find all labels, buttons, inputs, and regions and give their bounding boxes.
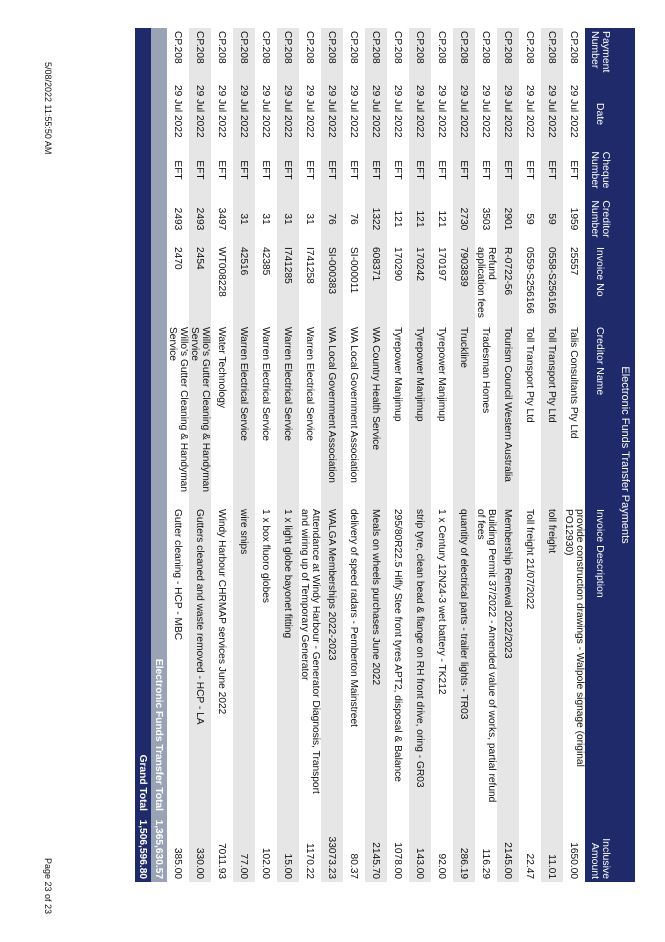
cell-cheque-number: EFT [365,146,387,194]
header-creditor-name: Creditor Name [585,324,615,506]
cell-payment-number: CP.208 [304,31,316,64]
cell-date: 29 Jul 2022 [189,82,211,146]
grand-total-amount: 1,506,596.80 [135,814,151,882]
cell-inclusive-amount: 143.00 [409,814,431,882]
table-row [189,28,211,882]
cell-cheque-number: EFT [172,160,184,180]
cell-creditor-number: 31 [233,194,255,244]
cell-payment-number: CP.208 [348,31,360,64]
cell-cheque-number: EFT [436,160,448,180]
cell-date: 29 Jul 2022 [277,82,299,146]
print-timestamp: 5/08/2022 11:55:50 AM [43,62,53,155]
cell-invoice-description: Gutters cleaned and waste removed - HCP - LA [189,506,211,814]
cell-creditor-name: WA Local Government Association [321,324,343,506]
cell-payment-number: CP.208 [233,28,255,82]
cell-inclusive-amount: 116.29 [480,848,492,880]
cell-date: 29 Jul 2022 [365,82,387,146]
cell-creditor-number: 76 [321,194,343,244]
cell-creditor-name: Warren Electrical Service [304,327,316,441]
cell-cheque-number: EFT [480,160,492,180]
header-payment-number: Payment Number [585,28,615,82]
cell-invoice-no: SI-000383 [321,244,343,324]
cell-date: 29 Jul 2022 [497,82,519,146]
cell-date: 29 Jul 2022 [321,82,343,146]
cell-date: 29 Jul 2022 [392,85,404,138]
cell-payment-number: CP.208 [497,28,519,82]
cell-payment-number: CP.208 [172,31,184,64]
table-row [475,28,497,882]
cell-creditor-name: Tyrepower Manjimup [409,324,431,506]
cell-cheque-number: EFT [277,146,299,194]
cell-invoice-description: Toll freight 21/07/2022 [524,509,536,610]
cell-cheque-number: EFT [541,146,563,194]
cell-cheque-number: EFT [568,160,580,180]
cell-payment-number: CP.208 [409,28,431,82]
cell-creditor-name: Talis Consultants Pty Ltd [568,327,580,439]
table-row [167,28,189,882]
cell-creditor-name: Toll Transport Pty Ltd [541,324,563,506]
table-row [321,28,343,882]
cell-payment-number: CP.208 [392,31,404,64]
cell-invoice-no: 42385 [260,247,272,276]
cell-date: 29 Jul 2022 [436,85,448,138]
eft-total-amount: 1,365,630.57 [151,814,167,882]
grand-total-row [135,28,151,882]
cell-inclusive-amount: 33073.23 [321,814,343,882]
cell-date: 29 Jul 2022 [216,85,228,138]
cell-inclusive-amount: 286.19 [453,814,475,882]
header-cheque-number: Cheque Number [585,146,615,194]
cell-invoice-no: Refund application fees [475,247,497,318]
cell-creditor-number: 3497 [216,207,228,231]
cell-creditor-number: 31 [277,194,299,244]
cell-invoice-no: 608371 [365,244,387,324]
cell-date: 29 Jul 2022 [260,85,272,138]
cell-invoice-no: 170290 [392,247,404,281]
cell-invoice-no: 170197 [436,247,448,281]
cell-invoice-no: WT008228 [216,247,228,297]
table-row [343,28,365,882]
cell-cheque-number: EFT [348,160,360,180]
cell-payment-number: CP.208 [568,31,580,64]
cell-creditor-name: Willo's Gutter Cleaning & Handyman Service [189,324,211,506]
cell-date: 29 Jul 2022 [409,82,431,146]
cell-payment-number: CP.208 [524,31,536,64]
cell-inclusive-amount: 330.00 [189,814,211,882]
cell-inclusive-amount: 385.00 [172,847,184,880]
cell-invoice-description: Attendance at Windy Harbour - Generator Diagnosis, Transport and wiring up of Temporary Generator [299,509,321,794]
cell-invoice-description: 295/80R22.5 Hifly Stee front tyres APT2, disposal & Balance [392,509,404,782]
header-invoice-no: Invoice No [585,244,615,324]
cell-invoice-description: provide construction drawings - Walpole signage (original PO12930) [563,509,585,767]
table-row [541,28,563,882]
cell-invoice-description: strip tyre, clean bead & flange on RH front drive, oring - GR03 [409,506,431,814]
cell-creditor-number: 2901 [497,194,519,244]
cell-payment-number: CP.208 [216,31,228,64]
cell-creditor-number: 76 [348,213,360,225]
cell-date: 29 Jul 2022 [233,82,255,146]
cell-cheque-number: EFT [497,146,519,194]
cell-inclusive-amount: 77.00 [233,814,255,882]
table-row [519,28,541,882]
cell-creditor-number: 2493 [189,194,211,244]
header-invoice-description: Invoice Description [585,506,615,814]
cell-invoice-description: quantity of electrical parts - trailer lights - TR03 [453,506,475,814]
cell-invoice-description: Windy Harbour CHRMAP services June 2022 [216,509,228,715]
cell-creditor-number: 121 [392,210,404,228]
cell-inclusive-amount: 80.37 [348,853,360,880]
cell-creditor-name: Tyrepower Manjimup [392,327,404,422]
cell-payment-number: CP.208 [260,31,272,64]
cell-creditor-name: Warren Electrical Service [233,324,255,506]
table-row [233,28,255,882]
cell-creditor-number: 3503 [480,207,492,231]
cell-date: 29 Jul 2022 [348,85,360,138]
header-date: Date [585,82,615,146]
cell-inclusive-amount: 7011.93 [216,842,228,880]
cell-inclusive-amount: 92.00 [436,853,448,880]
cell-creditor-number: 121 [409,194,431,244]
table-row [409,28,431,882]
cell-invoice-no: 2470 [172,247,184,270]
eft-payments-table [135,28,635,882]
cell-creditor-name: Toll Transport Pty Ltd [524,327,536,423]
cell-payment-number: CP.208 [436,31,448,64]
cell-creditor-name: WA Local Government Association [348,327,360,483]
cell-invoice-description: delivery of speed radars - Pemberton Mainstreet [348,509,360,728]
cell-payment-number: CP.208 [453,28,475,82]
cell-cheque-number: EFT [233,146,255,194]
cell-payment-number: CP.208 [321,28,343,82]
table-row [453,28,475,882]
cell-cheque-number: EFT [524,160,536,180]
cell-payment-number: CP.208 [365,28,387,82]
cell-cheque-number: EFT [189,146,211,194]
cell-invoice-no: R-0722-56 [497,244,519,324]
cell-invoice-no: I741285 [277,244,299,324]
cell-inclusive-amount: 11.01 [541,814,563,882]
cell-creditor-number: 1322 [365,194,387,244]
header-creditor-number: Creditor Number [585,194,615,244]
table-title: Electronic Funds Transfer Payments [615,28,635,882]
cell-invoice-description: Building Permit 37/2022 - Amended value of works, partial refund of fees [475,509,497,803]
cell-creditor-name: Warren Electrical Service [260,327,272,441]
cell-creditor-name: Willo's Gutter Cleaning & Handyman Service [167,327,189,493]
cell-payment-number: CP.208 [480,31,492,64]
table-body [167,28,585,882]
cell-invoice-no: I741258 [304,247,316,284]
cell-payment-number: CP.208 [277,28,299,82]
cell-inclusive-amount: 102.00 [260,847,272,880]
cell-inclusive-amount: 2145.70 [365,814,387,882]
cell-date: 29 Jul 2022 [304,85,316,138]
table-row [563,28,585,882]
cell-invoice-description: 1 x light globe bayonet fitting [277,506,299,814]
table-row [365,28,387,882]
cell-date: 29 Jul 2022 [541,82,563,146]
cell-invoice-no: 2454 [189,244,211,324]
cell-date: 29 Jul 2022 [480,85,492,138]
cell-payment-number: CP.208 [189,28,211,82]
cell-creditor-name: Truckline [453,324,475,506]
cell-invoice-no: 170242 [409,244,431,324]
cell-payment-number: CP.208 [541,28,563,82]
cell-creditor-name: Warren Electrical Service [277,324,299,506]
cell-creditor-number: 31 [304,213,316,225]
table-row [211,28,233,882]
cell-creditor-name: Tradesman Homes [480,327,492,414]
cell-invoice-description: Membership Renewal 2022/2023 [497,506,519,814]
cell-creditor-name: WA Country Health Service [365,324,387,506]
grand-total-label: Grand Total [135,28,151,814]
cell-invoice-no: 7903839 [453,244,475,324]
table-row [299,28,321,882]
eft-total-row [151,28,167,882]
cell-creditor-name: Water Technology [216,327,228,408]
cell-creditor-number: 59 [524,213,536,225]
eft-total-label: Electronic Funds Transfer Total [151,82,167,814]
cell-cheque-number: EFT [409,146,431,194]
cell-inclusive-amount: 1650.00 [568,842,580,880]
cell-inclusive-amount: 15.00 [277,814,299,882]
cell-invoice-description: Gutter cleaning - HCP - MBC [172,509,184,641]
cell-cheque-number: EFT [216,160,228,180]
header-inclusive-amount: Inclusive Amount [585,814,615,882]
table-row [277,28,299,882]
table-row [497,28,519,882]
cell-date: 29 Jul 2022 [568,85,580,138]
eft-total-spacer [151,28,167,82]
cell-invoice-description: Meals on wheels purchases June 2022 [365,506,387,814]
header-row [585,28,615,882]
cell-cheque-number: EFT [304,160,316,180]
cell-inclusive-amount: 1078.00 [392,842,404,880]
cell-invoice-description: 1 x Century 12N24-3 wet battery - TK212 [436,509,448,695]
page-number: Page 23 of 23 [43,858,53,915]
cell-inclusive-amount: 22.47 [524,853,536,880]
cell-creditor-number: 31 [260,213,272,225]
cell-invoice-description: toll freight [541,506,563,814]
cell-creditor-number: 2493 [172,207,184,231]
cell-cheque-number: EFT [392,160,404,180]
cell-creditor-number: 2730 [453,194,475,244]
cell-inclusive-amount: 2145.00 [497,814,519,882]
cell-date: 29 Jul 2022 [524,85,536,138]
cell-cheque-number: EFT [453,146,475,194]
cell-cheque-number: EFT [260,160,272,180]
cell-date: 29 Jul 2022 [172,85,184,138]
cell-inclusive-amount: 1170.22 [304,842,316,880]
cell-invoice-no: 25557 [568,247,580,276]
table-row [255,28,277,882]
cell-invoice-no: 0558-S256166 [541,244,563,324]
cell-invoice-description: 1 x box fluoro globes [260,509,272,604]
cell-invoice-description: WALGA Memberships 2022-2023 [321,506,343,814]
cell-invoice-description: wire snips [233,506,255,814]
cell-date: 29 Jul 2022 [453,82,475,146]
cell-creditor-number: 121 [436,210,448,228]
cell-creditor-name: Tyrepower Manjimup [436,327,448,422]
cell-creditor-name: Tourism Council Western Australia [497,324,519,506]
cell-cheque-number: EFT [321,146,343,194]
table-row [387,28,409,882]
cell-invoice-no: SI-000011 [348,247,360,294]
cell-invoice-no: 42516 [233,244,255,324]
cell-invoice-no: 0559-S256166 [524,247,536,314]
table-row [431,28,453,882]
table-title-row [615,28,635,882]
cell-creditor-number: 59 [541,194,563,244]
cell-creditor-number: 1959 [568,207,580,231]
